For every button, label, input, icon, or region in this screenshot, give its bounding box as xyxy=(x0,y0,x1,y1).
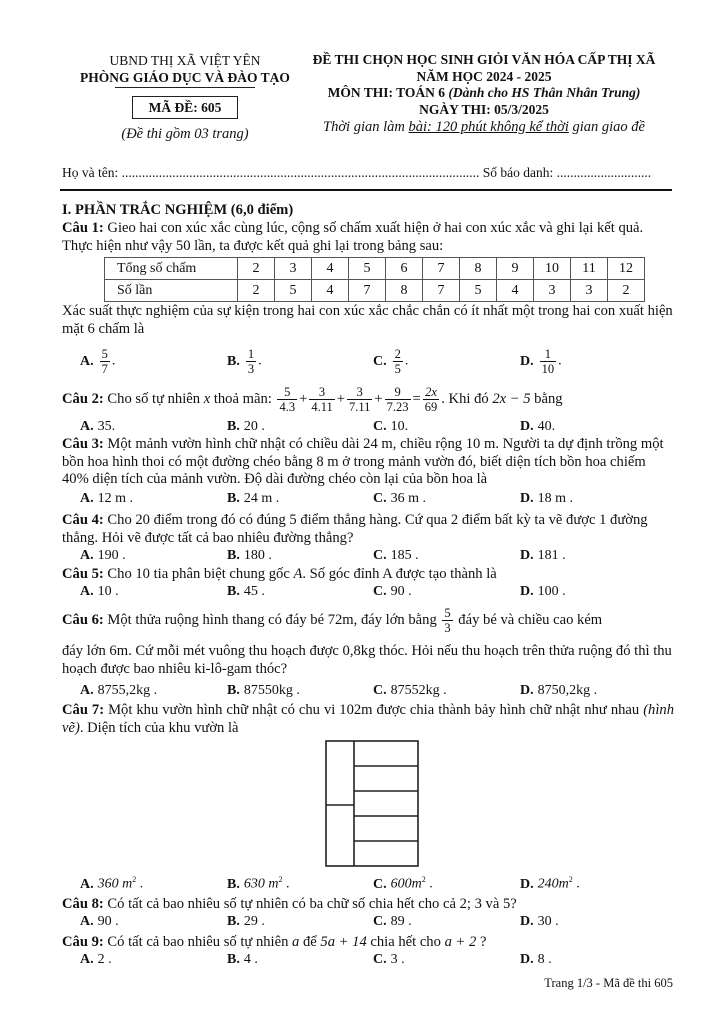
question-3 xyxy=(62,436,674,489)
option-a[interactable] xyxy=(80,952,112,968)
option-value: 89 . xyxy=(390,914,412,929)
option-key: B. xyxy=(227,353,240,369)
option-end: . xyxy=(136,876,144,892)
q9-expr: a + 2 xyxy=(444,934,477,950)
option-value: 4 . xyxy=(243,952,258,967)
numerator: 1 xyxy=(247,347,255,361)
option-key: D. xyxy=(520,491,534,506)
header-divider xyxy=(60,189,672,191)
denominator: 7.23 xyxy=(386,400,409,415)
table-cell: 7 xyxy=(349,280,386,302)
numerator: 5 xyxy=(284,385,291,400)
option-value: 360 m xyxy=(97,876,133,892)
q2-text: thoả mãn: xyxy=(210,391,276,407)
question-7 xyxy=(62,702,674,737)
q2-options xyxy=(80,419,680,437)
exponent: 2 xyxy=(568,875,573,884)
option-end: . xyxy=(425,876,433,892)
table-cell: 3 xyxy=(275,258,312,280)
option-key: A. xyxy=(80,419,94,434)
option-value: 18 m . xyxy=(537,491,574,506)
denominator: 69 xyxy=(424,400,438,415)
option-value: 87550kg . xyxy=(243,683,300,698)
option-key: C. xyxy=(373,584,387,599)
denominator: 3 xyxy=(444,621,451,636)
table-cell: 8 xyxy=(386,280,423,302)
option-b[interactable] xyxy=(227,548,272,564)
option-c[interactable] xyxy=(373,914,412,930)
time-a: Thời gian làm xyxy=(323,119,409,135)
option-value: 87552kg . xyxy=(390,683,447,698)
q6-text: đáy bé và chiều cao kém xyxy=(454,612,603,628)
numerator: 5 xyxy=(444,606,451,621)
dice-results-table xyxy=(104,257,645,302)
table-cell: 5 xyxy=(275,280,312,302)
option-key: B. xyxy=(227,491,240,506)
table-cell: 4 xyxy=(312,280,349,302)
authority: UBND THỊ XÃ VIỆT YÊN xyxy=(109,53,261,68)
exponent: 2 xyxy=(278,875,283,884)
q2-var: x xyxy=(203,391,211,407)
q9-text: chia hết cho xyxy=(366,934,445,950)
option-key: A. xyxy=(80,491,94,506)
q1-question-text: Xác suất thực nghiệm của sự kiện trong hai con xúc xắc chắc chắn có ít nhất một trong hai con xuất hiện mặt 6 chấm là xyxy=(62,303,673,337)
q2-text: . Khi đó xyxy=(441,391,493,407)
option-d[interactable] xyxy=(520,875,580,893)
row-header-sums: Tổng số chấm xyxy=(105,258,238,280)
name-label: Họ và tên: xyxy=(62,165,122,180)
table-row-sums xyxy=(105,258,645,280)
denominator: 5 xyxy=(394,362,401,376)
table-cell: 3 xyxy=(571,280,608,302)
denominator: 7.11 xyxy=(348,400,371,415)
q7-options xyxy=(80,875,680,893)
header-right xyxy=(298,52,670,137)
q2-label: Câu 2: xyxy=(62,391,104,407)
exam-title: ĐỀ THI CHỌN HỌC SINH GIỎI VĂN HÓA CẤP THỊ XÃ xyxy=(312,52,656,67)
question-8 xyxy=(62,896,674,914)
table-cell: 2 xyxy=(238,280,275,302)
q8-label: Câu 8: xyxy=(62,896,104,912)
option-b[interactable]: B. $\frac{1}{3}$ . xyxy=(227,347,262,376)
option-a[interactable] xyxy=(80,875,143,893)
denominator: 4.3 xyxy=(279,400,296,415)
option-key: D. xyxy=(520,876,534,892)
divider xyxy=(115,87,255,88)
option-a[interactable]: A. $\frac{5}{7}$ . xyxy=(80,347,116,376)
q9-options xyxy=(80,952,680,970)
option-c[interactable]: C. $\frac{2}{5}$ . xyxy=(373,347,409,376)
row-header-counts: Số lần xyxy=(105,280,238,302)
option-key: A. xyxy=(80,584,94,599)
option-key: A. xyxy=(80,876,94,892)
denominator: 10 xyxy=(541,362,555,376)
option-a[interactable] xyxy=(80,491,133,507)
option-c[interactable] xyxy=(373,548,419,564)
subject xyxy=(298,85,670,102)
option-value: 29 . xyxy=(243,914,265,929)
table-cell: 7 xyxy=(423,280,460,302)
option-end: . xyxy=(282,876,290,892)
q5-var: A xyxy=(293,566,303,582)
table-cell: 4 xyxy=(312,258,349,280)
q5-label: Câu 5: xyxy=(62,566,104,582)
table-cell: 2 xyxy=(608,280,645,302)
option-key: B. xyxy=(227,584,240,599)
option-a[interactable] xyxy=(80,419,115,435)
q1-text: Gieo hai con xúc xắc cùng lúc, cộng số chấm xuất hiện ở hai con xúc xắc và ghi lại kết quả. Thực hiện như vậy 50 lần, ta được kết quả ghi lại trong bảng sau: xyxy=(62,220,644,254)
table-cell: 2 xyxy=(238,258,275,280)
q3-label: Câu 3: xyxy=(62,436,104,452)
option-b[interactable] xyxy=(227,683,300,699)
option-value: 190 . xyxy=(97,548,126,563)
table-cell: 9 xyxy=(497,258,534,280)
exponent: 2 xyxy=(421,875,426,884)
option-value: 36 m . xyxy=(390,491,427,506)
option-c[interactable] xyxy=(373,875,433,893)
option-key: C. xyxy=(373,491,387,506)
option-value: 45 . xyxy=(243,584,265,599)
numerator: 2x xyxy=(425,385,437,400)
option-b[interactable] xyxy=(227,952,258,968)
option-key: D. xyxy=(520,584,534,599)
option-key: B. xyxy=(227,876,240,892)
option-key: C. xyxy=(373,683,387,698)
option-key: D. xyxy=(520,419,534,434)
option-value: 180 . xyxy=(243,548,272,563)
student-info-line xyxy=(62,165,672,181)
option-key: A. xyxy=(80,952,94,967)
option-value: 8750,2kg . xyxy=(537,683,598,698)
option-b[interactable] xyxy=(227,584,265,600)
option-value: 12 m . xyxy=(97,491,134,506)
q4-options xyxy=(80,548,680,566)
numerator: 2 xyxy=(394,347,401,361)
table-cell: 5 xyxy=(460,280,497,302)
school-year: NĂM HỌC 2024 - 2025 xyxy=(416,68,552,84)
question-1 xyxy=(62,220,674,255)
option-end: . xyxy=(572,876,580,892)
q9-var: a xyxy=(292,934,300,950)
option-value: 8 . xyxy=(537,952,552,967)
table-cell: 7 xyxy=(423,258,460,280)
option-value: 181 . xyxy=(537,548,566,563)
option-key: C. xyxy=(373,419,387,434)
option-key: B. xyxy=(227,548,240,563)
q5-options xyxy=(80,584,680,602)
question-6 xyxy=(62,606,674,635)
q5-text: . Số góc đỉnh A được tạo thành là xyxy=(302,566,497,582)
option-value: 35. xyxy=(97,419,116,434)
option-value: 90 . xyxy=(390,584,412,599)
option-d[interactable]: D. $\frac{1}{10}$ . xyxy=(520,347,562,376)
q7-text: . Diện tích của khu vườn là xyxy=(79,719,239,736)
option-a[interactable] xyxy=(80,584,119,600)
question-4 xyxy=(62,512,674,547)
q9-text: để xyxy=(299,934,321,950)
subject-note: (Dành cho HS Thân Nhân Trung) xyxy=(448,85,641,100)
option-value: 600m xyxy=(390,876,422,892)
numerator: 9 xyxy=(394,385,401,400)
option-c[interactable] xyxy=(373,683,447,699)
option-value: 100 . xyxy=(537,584,566,599)
q3-text: Một mảnh vườn hình chữ nhật có chiều dài 24 m, chiều rộng 10 m. Người ta dự định trồng một bồn hoa hình thoi có một đường chéo bằng 8 m ở trong mảnh vườn đó, biết diện tích bồn hoa chiếm 40% diện tích của mảnh vườn. Độ dài đường chéo còn lại của bồn hoa là xyxy=(62,436,664,487)
option-value: 30 . xyxy=(537,914,559,929)
option-key: A. xyxy=(80,914,94,929)
department: PHÒNG GIÁO DỤC VÀ ĐÀO TẠO xyxy=(80,70,290,85)
q6-label: Câu 6: xyxy=(62,612,104,628)
option-key: C. xyxy=(373,548,387,563)
option-key: D. xyxy=(520,353,534,369)
time-c: gian giao đề xyxy=(568,119,645,135)
option-value: 240m xyxy=(537,876,569,892)
question-9 xyxy=(62,934,674,952)
q2-expr: 2x − 5 xyxy=(492,391,531,407)
option-a[interactable] xyxy=(80,548,126,564)
question-5 xyxy=(62,566,674,584)
q7-label: Câu 7: xyxy=(62,702,105,718)
pages-note: (Đề thi gồm 03 trang) xyxy=(121,126,249,142)
option-d[interactable] xyxy=(520,491,573,507)
option-d[interactable] xyxy=(520,419,555,435)
table-row-counts xyxy=(105,280,645,302)
q2-text: bằng xyxy=(530,391,563,407)
option-d[interactable] xyxy=(520,683,597,699)
option-key: C. xyxy=(373,353,387,369)
q4-label: Câu 4: xyxy=(62,512,104,528)
q9-text: Có tất cả bao nhiêu số tự nhiên xyxy=(103,934,293,950)
table-cell: 3 xyxy=(534,280,571,302)
option-key: D. xyxy=(520,683,534,698)
option-value: 10. xyxy=(390,419,409,434)
option-key: B. xyxy=(227,952,240,967)
question-2: Câu 2: Cho số tự nhiên x thoả mãn: $\frac{5}{4.3}$ + $\frac{3}{4.11}$ + $\frac{3}{7.11}$ + $\frac{9}{7.23}$ = $\frac{2x}{69}$ . Khi đó 2x − 5 bằng xyxy=(62,385,563,415)
time-limit xyxy=(298,118,670,137)
option-b[interactable] xyxy=(227,914,265,930)
table-cell: 10 xyxy=(534,258,571,280)
option-key: C. xyxy=(373,952,387,967)
option-c[interactable] xyxy=(373,491,426,507)
denominator: 4.11 xyxy=(311,400,333,415)
time-b: bài: 120 phút không kể thời xyxy=(408,119,569,135)
option-b[interactable] xyxy=(227,875,289,893)
option-value: 2 . xyxy=(97,952,112,967)
id-label: Số báo danh: xyxy=(479,165,557,180)
option-key: D. xyxy=(520,914,534,929)
option-b[interactable] xyxy=(227,419,265,435)
option-value: 90 . xyxy=(97,914,119,929)
section-title: I. PHẦN TRẮC NGHIỆM (6,0 điểm) xyxy=(62,202,294,218)
q3-options xyxy=(80,491,680,509)
option-d[interactable] xyxy=(520,914,559,930)
q6-text: Một thửa ruộng hình thang có đáy bé 72m, đáy lớn bằng xyxy=(103,612,441,628)
q2-text: Cho số tự nhiên xyxy=(103,391,204,407)
table-cell: 4 xyxy=(497,280,534,302)
name-field[interactable]: .......................................................................................................... xyxy=(121,165,480,180)
option-value: 185 . xyxy=(390,548,419,563)
option-key: D. xyxy=(520,952,534,967)
q8-options xyxy=(80,914,680,932)
exponent: 2 xyxy=(132,875,137,884)
exam-date: NGÀY THI: 05/3/2025 xyxy=(419,101,549,117)
exam-code-box: MÃ ĐỀ: 605 xyxy=(132,96,238,119)
numerator: 1 xyxy=(544,347,551,361)
header-left xyxy=(62,52,308,143)
option-key: B. xyxy=(227,683,240,698)
denominator: 3 xyxy=(247,362,255,376)
option-key: B. xyxy=(227,419,240,434)
option-d[interactable] xyxy=(520,952,552,968)
option-a[interactable] xyxy=(80,914,119,930)
numerator: 3 xyxy=(318,385,326,400)
page-footer: Trang 1/3 - Mã đề thi 605 xyxy=(544,976,673,990)
option-d[interactable] xyxy=(520,548,566,564)
table-cell: 8 xyxy=(460,258,497,280)
q4-text: Cho 20 điểm trong đó có đúng 5 điểm thẳng hàng. Cứ qua 2 điểm bất kỳ ta vẽ được 1 đường thẳng. Hỏi vẽ được tất cả bao nhiêu đường thẳng? xyxy=(62,512,648,546)
q5-text: Cho 10 tia phân biệt chung gốc xyxy=(103,566,294,582)
denominator: 7 xyxy=(101,362,108,376)
id-field[interactable]: ............................ xyxy=(556,165,652,180)
q6-options xyxy=(80,683,680,701)
numerator: 3 xyxy=(356,385,363,400)
option-value: 40. xyxy=(537,419,556,434)
q9-expr: 5a + 14 xyxy=(320,934,367,950)
option-c[interactable] xyxy=(373,584,412,600)
option-a[interactable] xyxy=(80,683,157,699)
table-cell: 12 xyxy=(608,258,645,280)
question-6-cont: đáy lớn 6m. Cứ mỗi mét vuông thu hoạch được 0,8kg thóc. Hỏi nếu thu hoạch trên thửa ruộng đó thì thu hoạch được bao nhiêu ki-lô-gam thóc? xyxy=(62,643,672,677)
option-value: 20 . xyxy=(243,419,265,434)
option-d[interactable] xyxy=(520,584,566,600)
option-key: C. xyxy=(373,914,387,929)
table-cell: 11 xyxy=(571,258,608,280)
option-key: A. xyxy=(80,353,94,369)
option-value: 630 m xyxy=(243,876,279,892)
q1-label: Câu 1: xyxy=(62,220,104,236)
q9-text: ? xyxy=(476,934,487,950)
q1-options xyxy=(80,347,680,376)
option-key: A. xyxy=(80,548,94,563)
option-value: 3 . xyxy=(390,952,405,967)
q7-text: Một khu vườn hình chữ nhật có chu vi 102m được chia thành bảy hình chữ nhật như nhau xyxy=(104,702,644,718)
subject-name: MÔN THI: TOÁN 6 xyxy=(327,85,449,100)
option-value: 8755,2kg . xyxy=(97,683,158,698)
garden-figure xyxy=(325,740,419,868)
numerator: 5 xyxy=(101,347,108,361)
option-key: C. xyxy=(373,876,387,892)
table-cell: 6 xyxy=(386,258,423,280)
option-value: 24 m . xyxy=(243,491,280,506)
q7-figure-ref: (hình vẽ) xyxy=(62,702,674,736)
option-key: A. xyxy=(80,683,94,698)
table-cell: 5 xyxy=(349,258,386,280)
option-key: B. xyxy=(227,914,240,929)
option-value: 10 . xyxy=(97,584,119,599)
option-c[interactable] xyxy=(373,952,405,968)
q8-text: Có tất cả bao nhiêu số tự nhiên có ba chữ số chia hết cho cả 2; 3 và 5? xyxy=(103,896,517,912)
option-b[interactable] xyxy=(227,491,279,507)
option-key: D. xyxy=(520,548,534,563)
garden-outline xyxy=(326,741,418,866)
option-c[interactable] xyxy=(373,419,408,435)
q9-label: Câu 9: xyxy=(62,934,104,950)
